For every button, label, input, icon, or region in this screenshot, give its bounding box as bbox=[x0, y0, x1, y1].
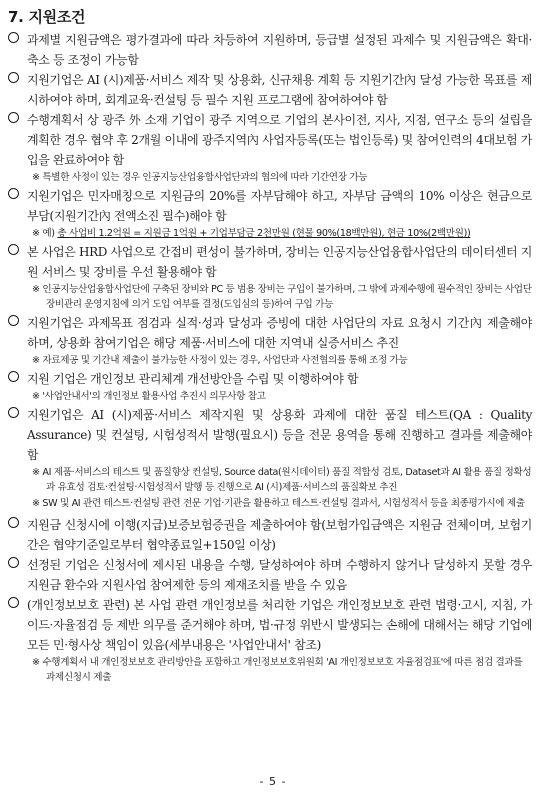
circle-bullet-icon bbox=[8, 597, 19, 608]
condition-text: 본 사업은 HRD 사업으로 간접비 편성이 불가하며, 장비는 인공지능산업융합사업단의 데이터센터 지원 서비스 및 장비를 우선 활용해야 함 bbox=[27, 245, 532, 279]
condition-note: ※ 특별한 사정이 있는 경우 인공지능산업융합사업단과의 협의에 따라 기간연장 가능 bbox=[32, 172, 368, 183]
circle-bullet-icon bbox=[8, 188, 19, 199]
condition-note: ※ SW 및 AI 관련 테스트·컨설팅 관련 전문 기업·기관을 활용하고 테스트·컨설팅 결과서, 시험성적서 등을 최종평가시에 제출 bbox=[32, 498, 525, 509]
condition-note: ※ AI 제품·서비스의 테스트 및 품질향상 컨설팅, Source data(원시데이터) 품질 적합성 검토, Dataset과 AI 활용 품질 정확성과 유효성 검토·컨설팅·시험성적서 발행 등 진행으로 AI (시)제품·서비스의 품질확보 추진 bbox=[32, 467, 532, 493]
condition-text: 지원 기업은 개인정보 관리체계 개선방안을 수립 및 이행하여야 함 bbox=[27, 372, 359, 386]
condition-item bbox=[8, 242, 532, 282]
condition-text: 선정된 기업은 신청서에 제시된 내용을 수행, 달성하여야 하며 수행하지 않거나 달성하지 못할 경우 지원금 환수와 지원사업 참여제한 등의 제재조치를 받을 수 있음 bbox=[27, 558, 532, 592]
condition-note: ※ 수행계획서 내 개인정보보호 관리방안을 포함하고 개인정보보호위원회 'AI 개인정보보호 자율점검표'에 따른 점검 결과를 과제신청시 제출 bbox=[32, 657, 523, 683]
condition-item bbox=[8, 186, 532, 226]
condition-item bbox=[8, 515, 532, 555]
condition-text: 지원금 신청시에 이행(지급)보증보험증권을 제출하여야 함(보험가입금액은 지원금 전체이며, 보험기간은 협약기준일로부터 협약종료일+150일 이상) bbox=[27, 518, 532, 552]
circle-bullet-icon bbox=[8, 517, 19, 528]
condition-note bbox=[8, 226, 532, 241]
condition-text: 과제별 지원금액은 평가결과에 따라 차등하여 지원하며, 등급별 설정된 과제수 및 지원금액은 확대·축소 등 조정이 가능함 bbox=[27, 33, 532, 67]
condition-text: (개인정보보호 관련) 본 사업 관련 개인정보를 처리한 기업은 개인정보보호 관련 법령·고시, 지침, 가이드·자율점검 등 제반 의무를 준거해야 하며, 법·규정 위반시 발생되는 손해에 대해서는 해당 기업에 모든 민·형사상 책임이 있음(세부내용은 '사업안내서' 참조) bbox=[27, 598, 532, 652]
circle-bullet-icon bbox=[8, 112, 19, 123]
condition-item bbox=[8, 405, 532, 465]
condition-note: ※ 인공지능산업융합사업단에 구축된 장비와 PC 등 범용 장비는 구입이 불가하며, 그 밖에 과제수행에 필수적인 장비는 사업단 장비관리 운영지침에 의거 도입 여부를 결정(도입심의 등)하여 구입 가능 bbox=[32, 284, 532, 310]
condition-item bbox=[8, 30, 532, 70]
condition-item bbox=[8, 555, 532, 595]
condition-text: 지원기업은 과제목표 점검과 실적·성과 달성과 증빙에 대한 사업단의 자료 요청시 기간內 제출해야 하며, 상용화 참여기업은 해당 제품·서비스에 대한 지역내 실증서비스 추진 bbox=[27, 316, 532, 350]
circle-bullet-icon bbox=[8, 72, 19, 83]
circle-bullet-icon bbox=[8, 315, 19, 326]
condition-item bbox=[8, 70, 532, 110]
page-number: - 5 - bbox=[259, 775, 287, 788]
condition-item bbox=[8, 595, 532, 655]
budget-example: 총 사업비 1.2억원 = 지원금 1억원 + 기업부담금 2천만원 (현물 90%(18백만원), 현금 10%(2백만원)) bbox=[57, 228, 471, 239]
section-title: 7. 지원조건 bbox=[8, 8, 86, 26]
condition-text: 지원기업은 AI (시)제품·서비스 제작지원 및 상용화 과제에 대한 품질 테스트(QA : Quality Assurance) 및 컨설팅, 시험성적서 발행(필요시) 등을 전문 용역을 통해 진행하고 결과를 제출해야 함 bbox=[27, 408, 532, 462]
condition-text: 지원기업은 민자매칭으로 지원금의 20%를 자부담해야 하고, 자부담 금액의 10% 이상은 현금으로 부담(지원기간內 전액소진 필수)해야 함 bbox=[27, 189, 532, 223]
circle-bullet-icon bbox=[8, 557, 19, 568]
condition-note: ※ 자료제공 및 기간내 제출이 불가능한 사정이 있는 경우, 사업단과 사전협의를 통해 조정 가능 bbox=[32, 355, 408, 366]
circle-bullet-icon bbox=[8, 32, 19, 43]
circle-bullet-icon bbox=[8, 371, 19, 382]
note-prefix: ※ 예) bbox=[32, 228, 58, 239]
circle-bullet-icon bbox=[8, 244, 19, 255]
condition-item bbox=[8, 369, 532, 389]
condition-note: ※ '사업안내서'의 개인정보 활용사업 추진시 의무사항 참고 bbox=[32, 391, 266, 402]
condition-item bbox=[8, 110, 532, 170]
circle-bullet-icon bbox=[8, 407, 19, 418]
condition-text: 수행계획서 상 광주 外 소재 기업이 광주 지역으로 기업의 본사이전, 지사, 지점, 연구소 등의 설립을 계획한 경우 협약 후 2개월 이내에 광주지역內 사업자등록(또는 법인등록) 및 참여인력의 4대보험 가입을 완료하여야 함 bbox=[27, 113, 532, 167]
condition-text: 지원기업은 AI (시)제품·서비스 제작 및 상용화, 신규채용 계획 등 지원기간內 달성 가능한 목표를 제시하여야 하며, 회계교육·컨설팅 등 필수 지원 프로그램에 참여하여야 함 bbox=[27, 73, 532, 107]
condition-item bbox=[8, 313, 532, 353]
